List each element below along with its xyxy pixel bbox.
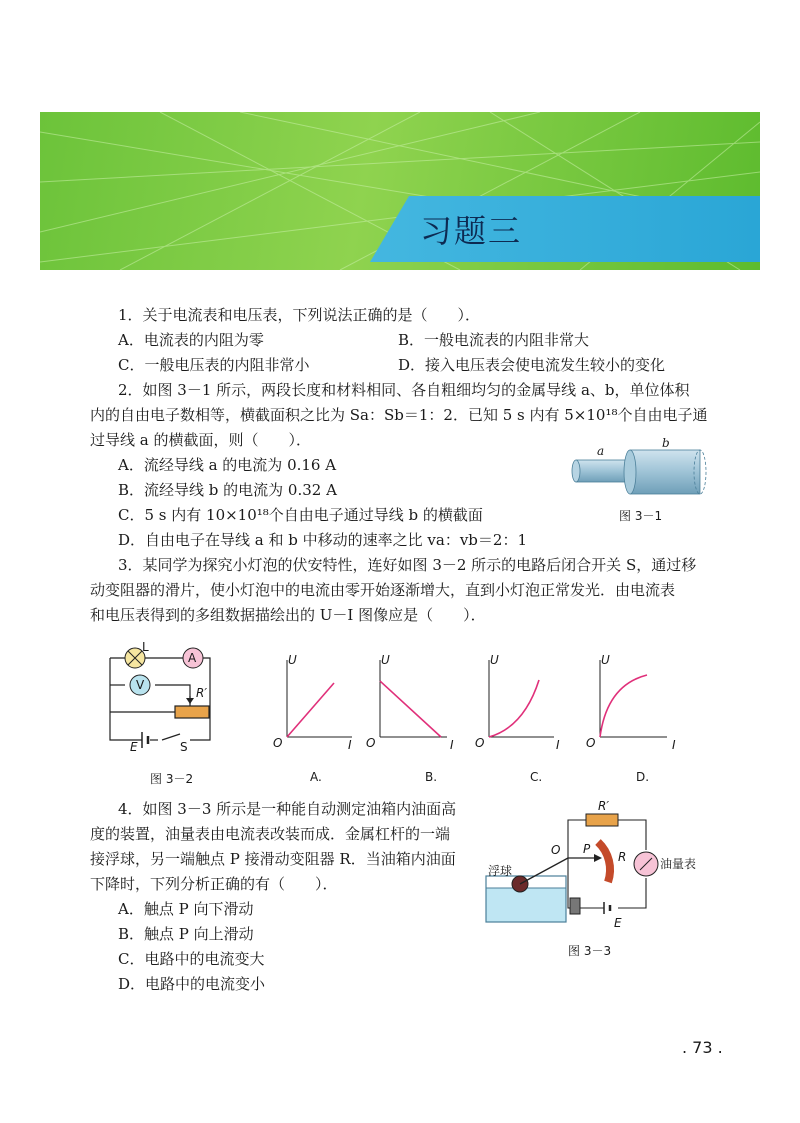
graph-a-y-label: U [288,653,297,667]
q2-line2: 内的自由电子数相等，横截面积之比为 Sa：Sb＝1：2．已知 5 s 内有 5×10¹⁸个自由电子通 [90,406,708,424]
figure-3-1-label-a: a [597,444,605,458]
graph-d-origin: O [586,736,596,750]
q3-line3: 和电压表得到的多组数据描绘出的 U－I 图像应是（ ）． [90,606,486,624]
q4-line1: 4．如图 3－3 所示是一种能自动测定油箱内油面高 [118,800,457,818]
graph-option-b-label: B. [425,770,438,784]
q3-line2: 动变阻器的滑片，使小灯泡中的电流由零开始逐渐增大，直到小灯泡正常发光．由电流表 [90,581,676,599]
q1-option-b: B．一般电流表的内阻非常大 [398,331,590,349]
figure-3-1-caption: 图 3－1 [619,509,663,523]
figure-3-3-r-prime-label: R′ [598,799,610,813]
graph-d-y-label: U [601,653,610,667]
q1-option-d: D．接入电压表会使电流发生较小的变化 [398,356,666,374]
graph-a-x-label: I [348,738,352,752]
q4-line2: 度的装置，油量表由电流表改装而成．金属杠杆的一端 [90,825,451,843]
figure-3-3-r-label: R [618,850,627,864]
figure-3-1-label-b: b [662,436,670,450]
figure-3-3-e-label: E [614,916,622,930]
q1-option-a: A．电流表的内阻为零 [118,331,264,349]
q4-option-d: D．电路中的电流变小 [118,975,266,993]
graph-option-a [282,655,362,745]
q1-stem: 1．关于电流表和电压表，下列说法正确的是（ ）． [118,306,481,324]
q2-option-a: A．流经导线 a 的电流为 0.16 A [118,456,337,474]
circuit-label-s: S [180,740,188,754]
q4-option-c: C．电路中的电流变大 [118,950,265,968]
graph-a-origin: O [273,736,283,750]
graph-b-origin: O [366,736,376,750]
q4-line4: 下降时，下列分析正确的有（ ）． [90,875,338,893]
q2-option-b: B．流经导线 b 的电流为 0.32 A [118,481,337,499]
q3-line1: 3．某同学为探究小灯泡的伏安特性，连好如图 3－2 所示的电路后闭合开关 S，通过移 [118,556,697,574]
figure-3-3-float-label: 浮球 [488,864,513,878]
graph-option-c [484,655,564,745]
q2-option-d: D．自由电子在导线 a 和 b 中移动的速率之比 va：vb＝2：1 [118,531,527,549]
figure-3-2-caption: 图 3－2 [150,772,194,786]
chapter-title: 习题三 [420,212,523,250]
q1-option-c: C．一般电压表的内阻非常小 [118,356,310,374]
figure-3-3-meter-label: 油量表 [660,857,697,871]
graph-option-d [595,655,675,745]
graph-d-x-label: I [672,738,676,752]
figure-3-1-wires [570,444,710,504]
circuit-label-v: V [136,678,145,692]
q4-option-b: B．触点 P 向上滑动 [118,925,254,943]
circuit-label-a: A [188,651,197,665]
graph-c-origin: O [475,736,485,750]
figure-3-3-o-label: O [551,843,561,857]
graph-c-y-label: U [490,653,499,667]
graph-option-d-label: D. [636,770,650,784]
q4-option-a: A．触点 P 向下滑动 [118,900,254,918]
graph-option-a-label: A. [310,770,322,784]
page-number: . 73 . [682,1038,723,1057]
q2-line1: 2．如图 3－1 所示，两段长度和材料相同、各自粗细均匀的金属导线 a、b，单位体积 [118,381,690,399]
q4-line3: 接浮球，另一端触点 P 接滑动变阻器 R．当油箱内油面 [90,850,456,868]
circuit-label-l: L [142,640,149,654]
figure-3-3-p-label: P [583,842,591,856]
figure-3-2-circuit [100,640,230,755]
graph-b-x-label: I [450,738,454,752]
q2-line3: 过导线 a 的横截面，则（ ）． [90,431,311,449]
graph-option-c-label: C. [530,770,543,784]
circuit-label-r: R′ [196,686,208,700]
graph-c-x-label: I [556,738,560,752]
circuit-label-e: E [130,740,138,754]
graph-b-y-label: U [381,653,390,667]
graph-option-b [375,655,455,745]
q2-option-c: C．5 s 内有 10×10¹⁸个自由电子通过导线 b 的横截面 [118,506,483,524]
figure-3-3-caption: 图 3－3 [568,944,612,958]
